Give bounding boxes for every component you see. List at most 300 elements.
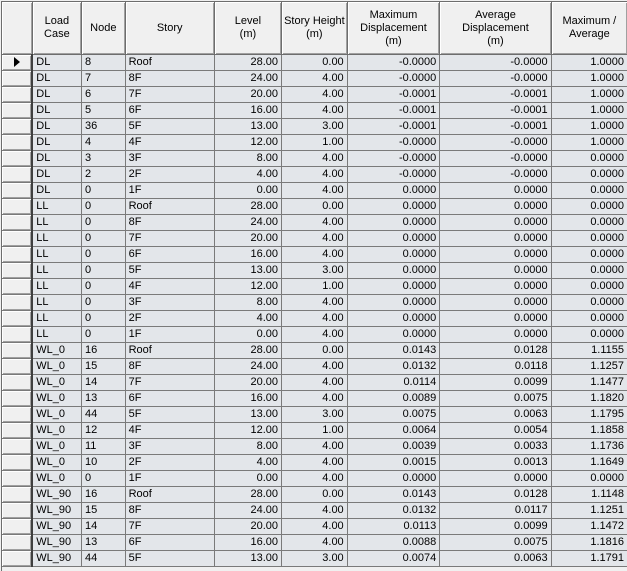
cell-avg-displacement[interactable]: 0.0000 (440, 183, 551, 199)
cell-avg-displacement[interactable]: -0.0001 (440, 103, 551, 119)
cell-story-height[interactable]: 4.00 (282, 391, 348, 407)
cell-load-case[interactable]: DL (32, 103, 81, 119)
cell-level[interactable]: 0.00 (214, 183, 281, 199)
cell-level[interactable]: 13.00 (214, 119, 281, 135)
cell-max-displacement[interactable]: 0.0088 (347, 535, 440, 551)
cell-max-displacement[interactable]: 0.0000 (347, 279, 440, 295)
cell-load-case[interactable]: LL (32, 247, 81, 263)
cell-max-avg-ratio[interactable]: 1.0000 (551, 103, 627, 119)
table-row[interactable] (2, 423, 627, 439)
cell-story-height[interactable]: 4.00 (282, 375, 348, 391)
cell-story[interactable]: Roof (125, 343, 214, 359)
cell-level[interactable]: 20.00 (214, 87, 281, 103)
cell-max-avg-ratio[interactable]: 1.1477 (551, 375, 627, 391)
table-row[interactable] (2, 231, 627, 247)
cell-avg-displacement[interactable]: 0.0099 (440, 519, 551, 535)
cell-node[interactable]: 14 (82, 519, 126, 535)
cell-node[interactable]: 0 (82, 295, 126, 311)
cell-max-avg-ratio[interactable]: 0.0000 (551, 231, 627, 247)
cell-avg-displacement[interactable]: -0.0000 (440, 135, 551, 151)
cell-node[interactable]: 5 (82, 103, 126, 119)
cell-node[interactable]: 0 (82, 327, 126, 343)
cell-node[interactable]: 10 (82, 455, 126, 471)
cell-story[interactable]: 7F (125, 375, 214, 391)
table-row[interactable] (2, 119, 627, 135)
cell-max-avg-ratio[interactable]: 0.0000 (551, 215, 627, 231)
cell-max-displacement[interactable]: 0.0000 (347, 327, 440, 343)
row-selector[interactable] (2, 519, 32, 535)
cell-node[interactable]: 15 (82, 359, 126, 375)
cell-avg-displacement[interactable]: 0.0054 (440, 423, 551, 439)
table-row[interactable] (2, 359, 627, 375)
row-selector[interactable] (2, 167, 32, 183)
cell-max-avg-ratio[interactable]: 1.1858 (551, 423, 627, 439)
cell-max-displacement[interactable]: 0.0000 (347, 311, 440, 327)
cell-level[interactable]: 8.00 (214, 151, 281, 167)
cell-max-avg-ratio[interactable]: 1.1155 (551, 343, 627, 359)
cell-node[interactable]: 0 (82, 199, 126, 215)
cell-story-height[interactable]: 4.00 (282, 231, 348, 247)
column-header-level[interactable]: Level (m) (214, 2, 281, 55)
cell-story[interactable]: 4F (125, 423, 214, 439)
cell-max-displacement[interactable]: -0.0000 (347, 55, 440, 71)
cell-max-displacement[interactable]: 0.0000 (347, 199, 440, 215)
cell-load-case[interactable]: WL_0 (32, 375, 81, 391)
table-row[interactable] (2, 311, 627, 327)
cell-story-height[interactable]: 3.00 (282, 263, 348, 279)
cell-story[interactable]: 8F (125, 503, 214, 519)
cell-story-height[interactable]: 4.00 (282, 535, 348, 551)
cell-avg-displacement[interactable]: 0.0128 (440, 487, 551, 503)
cell-avg-displacement[interactable]: 0.0063 (440, 551, 551, 567)
cell-max-avg-ratio[interactable]: 1.0000 (551, 55, 627, 71)
cell-story-height[interactable]: 4.00 (282, 183, 348, 199)
cell-story[interactable]: 2F (125, 311, 214, 327)
cell-node[interactable]: 6 (82, 87, 126, 103)
corner-header[interactable] (2, 2, 32, 55)
cell-story[interactable]: 8F (125, 71, 214, 87)
cell-max-avg-ratio[interactable]: 1.0000 (551, 119, 627, 135)
cell-max-displacement[interactable]: 0.0089 (347, 391, 440, 407)
cell-load-case[interactable]: WL_0 (32, 407, 81, 423)
cell-node[interactable]: 0 (82, 279, 126, 295)
cell-story-height[interactable]: 4.00 (282, 215, 348, 231)
cell-story-height[interactable]: 0.00 (282, 487, 348, 503)
cell-avg-displacement[interactable]: 0.0128 (440, 343, 551, 359)
cell-max-avg-ratio[interactable]: 1.1820 (551, 391, 627, 407)
table-row[interactable] (2, 439, 627, 455)
cell-level[interactable]: 20.00 (214, 375, 281, 391)
column-header-story[interactable]: Story (125, 2, 214, 55)
cell-load-case[interactable]: WL_90 (32, 535, 81, 551)
cell-story-height[interactable]: 1.00 (282, 135, 348, 151)
cell-node[interactable]: 0 (82, 311, 126, 327)
cell-story-height[interactable]: 3.00 (282, 551, 348, 567)
cell-max-displacement[interactable]: 0.0075 (347, 407, 440, 423)
row-selector[interactable] (2, 471, 32, 487)
row-selector[interactable] (2, 455, 32, 471)
cell-story[interactable]: Roof (125, 55, 214, 71)
cell-avg-displacement[interactable]: 0.0000 (440, 231, 551, 247)
row-selector[interactable] (2, 391, 32, 407)
cell-level[interactable]: 12.00 (214, 279, 281, 295)
row-selector[interactable] (2, 151, 32, 167)
row-selector[interactable] (2, 231, 32, 247)
cell-node[interactable]: 0 (82, 247, 126, 263)
table-row[interactable] (2, 55, 627, 71)
cell-max-avg-ratio[interactable]: 1.0000 (551, 135, 627, 151)
cell-story-height[interactable]: 4.00 (282, 503, 348, 519)
cell-level[interactable]: 0.00 (214, 471, 281, 487)
cell-level[interactable]: 13.00 (214, 551, 281, 567)
cell-story-height[interactable]: 0.00 (282, 55, 348, 71)
cell-load-case[interactable]: DL (32, 183, 81, 199)
table-row[interactable] (2, 183, 627, 199)
cell-max-avg-ratio[interactable]: 1.1649 (551, 455, 627, 471)
cell-level[interactable]: 28.00 (214, 343, 281, 359)
cell-node[interactable]: 8 (82, 55, 126, 71)
cell-load-case[interactable]: WL_90 (32, 503, 81, 519)
cell-story[interactable]: 8F (125, 215, 214, 231)
cell-load-case[interactable]: DL (32, 167, 81, 183)
cell-node[interactable]: 16 (82, 343, 126, 359)
row-selector[interactable] (2, 263, 32, 279)
cell-avg-displacement[interactable]: 0.0000 (440, 311, 551, 327)
cell-load-case[interactable]: WL_90 (32, 519, 81, 535)
cell-max-displacement[interactable]: 0.0039 (347, 439, 440, 455)
table-row[interactable] (2, 279, 627, 295)
cell-avg-displacement[interactable]: 0.0013 (440, 455, 551, 471)
cell-story[interactable]: Roof (125, 199, 214, 215)
table-row[interactable] (2, 135, 627, 151)
cell-level[interactable]: 28.00 (214, 199, 281, 215)
table-row[interactable] (2, 503, 627, 519)
cell-load-case[interactable]: WL_0 (32, 359, 81, 375)
cell-load-case[interactable]: DL (32, 135, 81, 151)
cell-node[interactable]: 44 (82, 551, 126, 567)
cell-max-avg-ratio[interactable]: 1.0000 (551, 87, 627, 103)
row-selector[interactable] (2, 487, 32, 503)
cell-story-height[interactable]: 4.00 (282, 311, 348, 327)
cell-avg-displacement[interactable]: -0.0000 (440, 151, 551, 167)
cell-max-displacement[interactable]: -0.0001 (347, 119, 440, 135)
cell-level[interactable]: 4.00 (214, 455, 281, 471)
cell-avg-displacement[interactable]: 0.0000 (440, 215, 551, 231)
column-header-node[interactable]: Node (82, 2, 126, 55)
cell-max-displacement[interactable]: 0.0000 (347, 231, 440, 247)
cell-max-avg-ratio[interactable]: 0.0000 (551, 279, 627, 295)
row-selector[interactable] (2, 119, 32, 135)
cell-story[interactable]: Roof (125, 487, 214, 503)
cell-avg-displacement[interactable]: 0.0000 (440, 295, 551, 311)
cell-avg-displacement[interactable]: 0.0117 (440, 503, 551, 519)
cell-node[interactable]: 36 (82, 119, 126, 135)
cell-max-displacement[interactable]: 0.0000 (347, 295, 440, 311)
cell-story[interactable]: 5F (125, 119, 214, 135)
cell-max-displacement[interactable]: -0.0001 (347, 87, 440, 103)
table-row[interactable] (2, 519, 627, 535)
cell-node[interactable]: 16 (82, 487, 126, 503)
cell-story[interactable]: 6F (125, 247, 214, 263)
cell-story-height[interactable]: 4.00 (282, 327, 348, 343)
cell-load-case[interactable]: WL_0 (32, 455, 81, 471)
cell-max-displacement[interactable]: 0.0143 (347, 343, 440, 359)
cell-node[interactable]: 0 (82, 231, 126, 247)
table-row[interactable] (2, 167, 627, 183)
cell-avg-displacement[interactable]: -0.0000 (440, 71, 551, 87)
cell-story-height[interactable]: 0.00 (282, 199, 348, 215)
row-selector[interactable] (2, 423, 32, 439)
row-selector[interactable] (2, 359, 32, 375)
cell-avg-displacement[interactable]: -0.0001 (440, 87, 551, 103)
table-row[interactable] (2, 199, 627, 215)
cell-load-case[interactable]: LL (32, 295, 81, 311)
cell-story-height[interactable]: 4.00 (282, 151, 348, 167)
cell-node[interactable]: 2 (82, 167, 126, 183)
row-selector[interactable] (2, 103, 32, 119)
table-row[interactable] (2, 151, 627, 167)
cell-story[interactable]: 5F (125, 551, 214, 567)
table-row[interactable] (2, 215, 627, 231)
cell-node[interactable]: 14 (82, 375, 126, 391)
row-selector[interactable] (2, 407, 32, 423)
cell-load-case[interactable]: LL (32, 311, 81, 327)
cell-node[interactable]: 13 (82, 535, 126, 551)
cell-max-avg-ratio[interactable]: 1.1472 (551, 519, 627, 535)
cell-max-displacement[interactable]: 0.0000 (347, 183, 440, 199)
cell-story[interactable]: 1F (125, 183, 214, 199)
table-row[interactable] (2, 295, 627, 311)
row-selector[interactable] (2, 55, 32, 71)
cell-max-displacement[interactable]: -0.0000 (347, 71, 440, 87)
row-selector[interactable] (2, 71, 32, 87)
row-selector[interactable] (2, 295, 32, 311)
cell-max-avg-ratio[interactable]: 0.0000 (551, 295, 627, 311)
column-header-load-case[interactable]: Load Case (32, 2, 81, 55)
cell-story-height[interactable]: 4.00 (282, 295, 348, 311)
cell-level[interactable]: 24.00 (214, 503, 281, 519)
cell-story-height[interactable]: 4.00 (282, 87, 348, 103)
cell-story-height[interactable]: 3.00 (282, 119, 348, 135)
cell-node[interactable]: 0 (82, 263, 126, 279)
cell-level[interactable]: 28.00 (214, 487, 281, 503)
cell-story-height[interactable]: 4.00 (282, 471, 348, 487)
cell-story-height[interactable]: 3.00 (282, 407, 348, 423)
row-selector[interactable] (2, 199, 32, 215)
cell-max-displacement[interactable]: -0.0000 (347, 151, 440, 167)
cell-level[interactable]: 12.00 (214, 423, 281, 439)
cell-story-height[interactable]: 4.00 (282, 519, 348, 535)
cell-load-case[interactable]: WL_0 (32, 439, 81, 455)
cell-story[interactable]: 1F (125, 327, 214, 343)
cell-avg-displacement[interactable]: -0.0001 (440, 119, 551, 135)
cell-max-avg-ratio[interactable]: 0.0000 (551, 167, 627, 183)
cell-story-height[interactable]: 4.00 (282, 439, 348, 455)
cell-avg-displacement[interactable]: 0.0063 (440, 407, 551, 423)
cell-avg-displacement[interactable]: 0.0000 (440, 327, 551, 343)
cell-max-avg-ratio[interactable]: 0.0000 (551, 311, 627, 327)
table-row[interactable] (2, 471, 627, 487)
cell-node[interactable]: 0 (82, 183, 126, 199)
cell-max-displacement[interactable]: -0.0000 (347, 135, 440, 151)
cell-level[interactable]: 4.00 (214, 311, 281, 327)
cell-max-avg-ratio[interactable]: 0.0000 (551, 327, 627, 343)
cell-max-avg-ratio[interactable]: 0.0000 (551, 263, 627, 279)
cell-level[interactable]: 20.00 (214, 231, 281, 247)
table-row[interactable] (2, 455, 627, 471)
cell-level[interactable]: 16.00 (214, 391, 281, 407)
cell-avg-displacement[interactable]: 0.0000 (440, 471, 551, 487)
cell-story-height[interactable]: 4.00 (282, 455, 348, 471)
table-row[interactable] (2, 87, 627, 103)
cell-story-height[interactable]: 4.00 (282, 247, 348, 263)
cell-story-height[interactable]: 4.00 (282, 103, 348, 119)
cell-story-height[interactable]: 4.00 (282, 167, 348, 183)
cell-story[interactable]: 6F (125, 535, 214, 551)
cell-story-height[interactable]: 1.00 (282, 423, 348, 439)
cell-load-case[interactable]: WL_90 (32, 551, 81, 567)
row-selector[interactable] (2, 343, 32, 359)
cell-max-displacement[interactable]: -0.0001 (347, 103, 440, 119)
cell-avg-displacement[interactable]: 0.0075 (440, 391, 551, 407)
cell-max-displacement[interactable]: 0.0000 (347, 471, 440, 487)
cell-story[interactable]: 4F (125, 135, 214, 151)
cell-node[interactable]: 3 (82, 151, 126, 167)
cell-avg-displacement[interactable]: 0.0000 (440, 279, 551, 295)
cell-level[interactable]: 20.00 (214, 519, 281, 535)
cell-node[interactable]: 11 (82, 439, 126, 455)
cell-story[interactable]: 1F (125, 471, 214, 487)
cell-avg-displacement[interactable]: -0.0000 (440, 167, 551, 183)
cell-avg-displacement[interactable]: 0.0033 (440, 439, 551, 455)
cell-story[interactable]: 6F (125, 391, 214, 407)
row-selector[interactable] (2, 311, 32, 327)
cell-max-displacement[interactable]: 0.0114 (347, 375, 440, 391)
cell-story[interactable]: 3F (125, 151, 214, 167)
cell-avg-displacement[interactable]: 0.0000 (440, 199, 551, 215)
cell-load-case[interactable]: DL (32, 87, 81, 103)
cell-level[interactable]: 16.00 (214, 247, 281, 263)
cell-max-displacement[interactable]: 0.0074 (347, 551, 440, 567)
cell-max-avg-ratio[interactable]: 0.0000 (551, 183, 627, 199)
cell-load-case[interactable]: DL (32, 151, 81, 167)
cell-avg-displacement[interactable]: 0.0118 (440, 359, 551, 375)
cell-avg-displacement[interactable]: -0.0000 (440, 55, 551, 71)
cell-max-displacement[interactable]: 0.0015 (347, 455, 440, 471)
cell-story[interactable]: 2F (125, 167, 214, 183)
table-row[interactable] (2, 71, 627, 87)
column-header-max-avg-ratio[interactable]: Maximum / Average (551, 2, 627, 55)
cell-story[interactable]: 5F (125, 263, 214, 279)
table-row[interactable] (2, 343, 627, 359)
table-row[interactable] (2, 487, 627, 503)
row-selector[interactable] (2, 215, 32, 231)
table-row[interactable] (2, 263, 627, 279)
cell-level[interactable]: 13.00 (214, 263, 281, 279)
cell-load-case[interactable]: DL (32, 119, 81, 135)
cell-story-height[interactable]: 4.00 (282, 71, 348, 87)
cell-max-displacement[interactable]: 0.0000 (347, 215, 440, 231)
row-selector[interactable] (2, 327, 32, 343)
cell-avg-displacement[interactable]: 0.0075 (440, 535, 551, 551)
cell-load-case[interactable]: DL (32, 55, 81, 71)
cell-story[interactable]: 7F (125, 231, 214, 247)
row-selector[interactable] (2, 375, 32, 391)
cell-story[interactable]: 7F (125, 87, 214, 103)
cell-max-displacement[interactable]: 0.0113 (347, 519, 440, 535)
cell-max-avg-ratio[interactable]: 1.1736 (551, 439, 627, 455)
cell-load-case[interactable]: LL (32, 231, 81, 247)
row-selector[interactable] (2, 535, 32, 551)
cell-load-case[interactable]: LL (32, 327, 81, 343)
cell-max-displacement[interactable]: 0.0143 (347, 487, 440, 503)
cell-story[interactable]: 7F (125, 519, 214, 535)
cell-level[interactable]: 13.00 (214, 407, 281, 423)
table-row[interactable] (2, 391, 627, 407)
cell-max-avg-ratio[interactable]: 1.1795 (551, 407, 627, 423)
column-header-story-height[interactable]: Story Height (m) (282, 2, 348, 55)
cell-load-case[interactable]: WL_0 (32, 391, 81, 407)
cell-level[interactable]: 16.00 (214, 103, 281, 119)
column-header-max-displacement[interactable]: Maximum Displacement (m) (347, 2, 440, 55)
row-selector[interactable] (2, 183, 32, 199)
row-selector[interactable] (2, 279, 32, 295)
cell-story[interactable]: 8F (125, 359, 214, 375)
row-selector[interactable] (2, 87, 32, 103)
cell-load-case[interactable]: LL (32, 215, 81, 231)
data-grid[interactable] (1, 1, 627, 571)
cell-level[interactable]: 12.00 (214, 135, 281, 151)
cell-max-avg-ratio[interactable]: 0.0000 (551, 471, 627, 487)
cell-node[interactable]: 4 (82, 135, 126, 151)
cell-level[interactable]: 4.00 (214, 167, 281, 183)
cell-avg-displacement[interactable]: 0.0000 (440, 247, 551, 263)
row-selector[interactable] (2, 439, 32, 455)
cell-story-height[interactable]: 1.00 (282, 279, 348, 295)
cell-level[interactable]: 24.00 (214, 71, 281, 87)
cell-max-avg-ratio[interactable]: 1.1791 (551, 551, 627, 567)
cell-level[interactable]: 24.00 (214, 359, 281, 375)
table-row[interactable] (2, 551, 627, 567)
cell-max-avg-ratio[interactable]: 1.1816 (551, 535, 627, 551)
cell-avg-displacement[interactable]: 0.0099 (440, 375, 551, 391)
cell-level[interactable]: 8.00 (214, 295, 281, 311)
cell-load-case[interactable]: DL (32, 71, 81, 87)
cell-load-case[interactable]: WL_0 (32, 343, 81, 359)
row-selector[interactable] (2, 247, 32, 263)
cell-load-case[interactable]: WL_0 (32, 423, 81, 439)
cell-story-height[interactable]: 4.00 (282, 359, 348, 375)
cell-level[interactable]: 0.00 (214, 327, 281, 343)
cell-level[interactable]: 24.00 (214, 215, 281, 231)
cell-story[interactable]: 3F (125, 295, 214, 311)
cell-max-avg-ratio[interactable]: 1.0000 (551, 71, 627, 87)
cell-node[interactable]: 7 (82, 71, 126, 87)
cell-load-case[interactable]: WL_0 (32, 471, 81, 487)
table-row[interactable] (2, 103, 627, 119)
cell-max-avg-ratio[interactable]: 0.0000 (551, 199, 627, 215)
cell-max-avg-ratio[interactable]: 1.1148 (551, 487, 627, 503)
cell-max-avg-ratio[interactable]: 0.0000 (551, 247, 627, 263)
cell-story-height[interactable]: 0.00 (282, 343, 348, 359)
row-selector[interactable] (2, 503, 32, 519)
cell-max-avg-ratio[interactable]: 1.1257 (551, 359, 627, 375)
cell-max-displacement[interactable]: 0.0132 (347, 359, 440, 375)
cell-load-case[interactable]: LL (32, 279, 81, 295)
cell-max-displacement[interactable]: 0.0000 (347, 263, 440, 279)
cell-node[interactable]: 13 (82, 391, 126, 407)
cell-avg-displacement[interactable]: 0.0000 (440, 263, 551, 279)
